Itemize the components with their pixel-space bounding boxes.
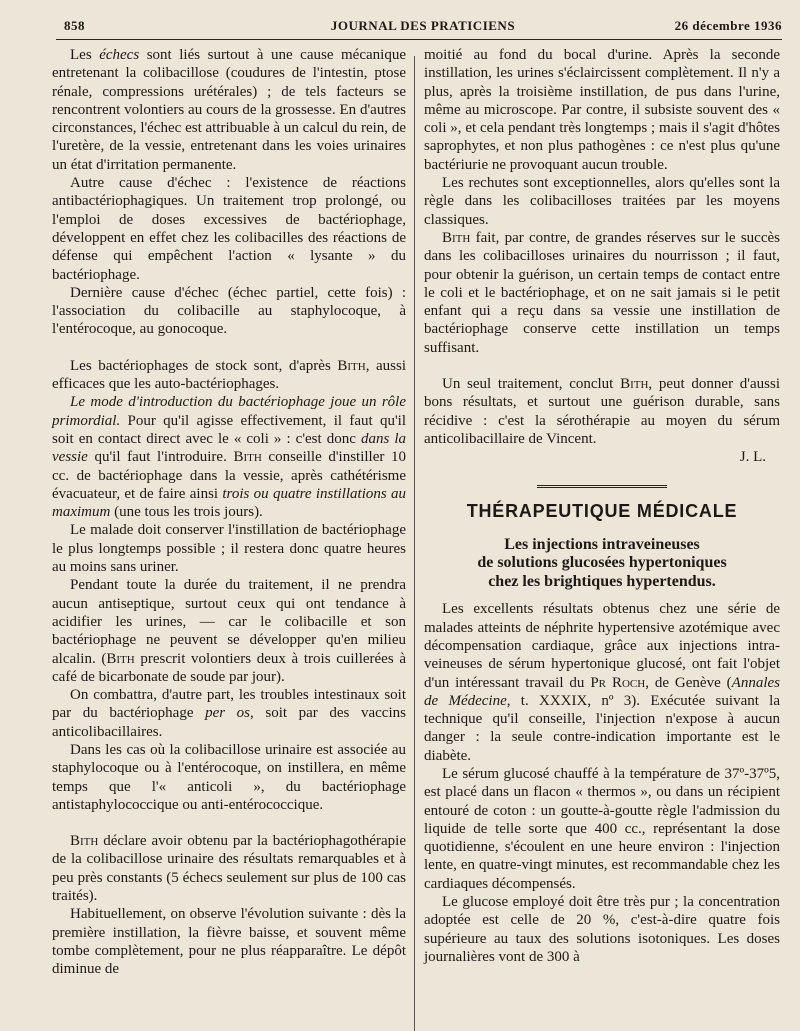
paragraph: Les bactériophages de stock sont, d'après Bith, aussi efficaces que les auto-bactériophages. xyxy=(52,357,407,393)
paragraph: moitié au fond du bocal d'urine. Après la seconde instillation, les urines s'éclaircissent complètement. Il n'y a plus, après la troisième instillation, de pus dans l'urine, même au microscope. Par contre, il subsiste souvent des « coli », et cela pendant très longtemps ; mais il s'agit d'hôtes saprophytes, et non plus pathogènes : ce n'est plus qu'une bactériurie ne provoquant aucun trouble. xyxy=(424,47,780,173)
article-signature: J. L. xyxy=(739,449,766,466)
paragraph: On combattra, d'autre part, les troubles intestinaux soit par du bactériophage per os, soit par des vaccins anticolibacillaires. xyxy=(52,687,406,740)
section-separator xyxy=(424,485,780,488)
paragraph: Dans les cas où la colibacillose urinaire est associée au staphylocoque ou à l'entérocoque, on instillera, en même temps que l'« anticoli », du bactériophage antistaphylococcique ou anti-entérococcique. xyxy=(52,741,406,813)
paragraph: Les excellents résultats obtenus chez une série de malades atteints de néphrite hypertensive azotémique avec décompensation cardiaque, grâce aux injections intra-veineuses de sérum hypertonique glucosé, ont fait l'objet d'un intéressant travail du Pr Roch, de Genève (Annales de Médecine, t. XXXIX, nº 3). Exécutée suivant la technique qu'il conseille, l'injection n'expose à aucun danger : la seule contre-indication importante est le diabète. xyxy=(424,601,781,764)
author-name: Bith xyxy=(620,376,649,393)
issue-date: 26 décembre 1936 xyxy=(674,18,782,33)
author-name: Bith xyxy=(442,229,471,246)
paragraph: Pendant toute la durée du traitement, il ne prendra aucun antiseptique, surtout ceux qui ont tendance à acidifier les urines, — car le colibacille et son bactériophage ne peuvent se développer qu'en milieu alcalin. (Bith prescrit volontiers deux à trois cuillerées à café de bicarbonate de soude par jour). xyxy=(52,577,406,685)
section-title: THÉRAPEUTIQUE MÉDICALE xyxy=(466,500,738,521)
left-column xyxy=(52,46,406,979)
paragraph: Les rechutes sont exceptionnelles, alors qu'elles sont la règle dans les colibacilloses traitées par les moyens classiques. xyxy=(424,175,780,228)
column-divider xyxy=(414,56,415,1031)
author-name: Bith xyxy=(70,833,99,850)
paragraph: Le sérum glucosé chauffé à la température de 37º-37º5, est placé dans un flacon « thermos », ou dans un récipient entouré de coton : un goutte-à-goutte règle l'admission du liquide de telle sorte que 400 cc., représentant la dose quotidienne, s'écoulent en une heure environ : l'injection lente, en quatre-vingt minutes, est recommandable chez les cardiaques décompensés. xyxy=(424,766,780,892)
author-name: Bith xyxy=(337,357,366,374)
paragraph: Bith déclare avoir obtenu par la bactériophagothérapie de la colibacillose urinaire des résultats remarquables et à peu près constants (5 échecs seulement sur plus de 100 cas traités). xyxy=(52,833,406,905)
author-name: Pr Roch xyxy=(590,674,646,691)
paragraph: Bith fait, par contre, de grandes réserves sur le succès dans les colibacilloses urinaires du nourrisson ; il faut, pour obtenir la guérison, un certain temps de contact entre le coli et le bactériophage, et on ne sait jamais si le petit enfant qui a reçu dans sa vessie une instillation de bactériophage conserve cette instillation un temps suffisant. xyxy=(424,229,780,356)
header-rule xyxy=(56,39,782,40)
page-number: 858 xyxy=(64,18,85,33)
journal-title: JOURNAL DES PRATICIENS xyxy=(330,18,516,33)
article-title: Les injections intraveineuses de solutions glucosées hypertoniques chez les brightiques hypertendus. xyxy=(477,535,727,590)
author-name: Bith xyxy=(233,449,262,466)
paragraph: Les échecs sont liés surtout à une cause mécanique entretenant la colibacillose (coudures de l'intestin, ptose rénale, compressions urétérales) ; de tels facteurs se rencontrent volontiers au cours de la grossesse. En d'autres circonstances, l'échec est attribuable à un calcul du rein, de l'uretère, de la vessie, entretenant dans les voies urinaires un état d'irritation permanente. xyxy=(52,47,406,173)
right-column xyxy=(424,46,780,966)
paragraph: Le malade doit conserver l'instillation de bactériophage le plus longtemps possible ; il restera donc quatre heures au moins sans uriner. xyxy=(52,522,406,576)
paragraph: Autre cause d'échec : l'existence de réactions antibactériophagiques. Un traitement trop prolongé, ou l'emploi de doses excessives de bactériophage, développent en effet chez les colibacilles des réactions de défense qui empêchent l'action « lysante » du bactériophage. xyxy=(52,175,406,283)
paragraph: Le glucose employé doit être très pur ; la concentration adoptée est celle de 20 %, c'est-à-dire quatre fois supérieure au taux des solutions isotoniques. Les doses journalières vont de 300 à xyxy=(424,894,780,965)
paragraph: Le mode d'introduction du bactériophage joue un rôle primordial. Pour qu'il agisse effectivement, il faut qu'il soit en contact direct avec le « coli » : c'est donc dans la vessie qu'il faut l'introduire. Bith conseille d'instiller 10 cc. de bactériophage dans la vessie, après cathétérisme évacuateur, et de faire ainsi trois ou quatre instillations au maximum (une tous les trois jours). xyxy=(52,394,407,521)
author-name: Bith xyxy=(106,650,135,667)
paragraph: Habituellement, on observe l'évolution suivante : dès la première instillation, la fièvre baisse, et souvent même tombe complètement, pour ne plus réapparaître. Le dépôt diminue de xyxy=(52,906,406,978)
paragraph: Un seul traitement, conclut Bith, peut donner d'aussi bons résultats, et surtout une guérison durable, sans récidive : c'est la sérothérapie au moyen du sérum anticolibacillaire de Vincent. xyxy=(424,376,781,447)
paragraph: Dernière cause d'échec (échec partiel, cette fois) : l'association du colibacille au staphylocoque, à l'entérocoque, au gonocoque. xyxy=(52,284,406,338)
running-header xyxy=(64,18,782,40)
